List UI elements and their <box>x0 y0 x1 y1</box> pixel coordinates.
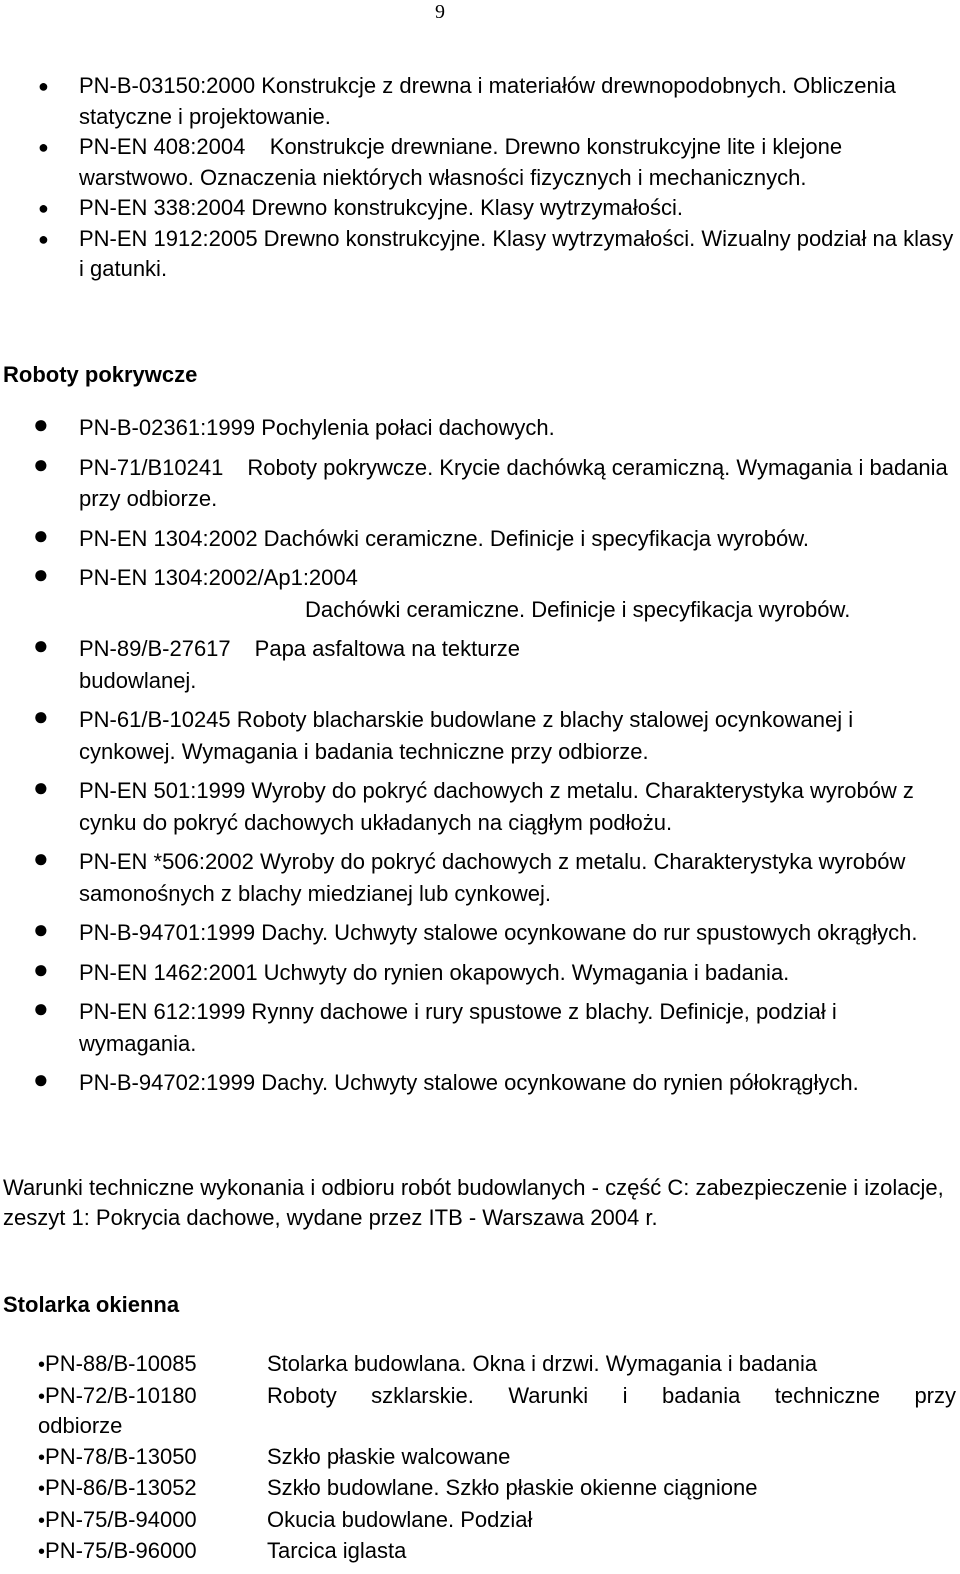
standard-code-cell <box>38 1349 267 1381</box>
bullet-icon: ● <box>33 993 49 1023</box>
list-item <box>0 409 960 444</box>
standard-desc-cell: Stolarka budowlana. Okna i drzwi. Wymagania i badania <box>267 1351 818 1376</box>
roofing-standards-list <box>0 409 960 1099</box>
standard-code: PN-EN 1304:2002/Ap1:2004 <box>79 565 358 590</box>
technical-conditions-paragraph: Warunki techniczne wykonania i odbioru robót budowlanych - część C: zabezpieczenie i izolacje, zeszyt 1: Pokrycia dachowe, wydane przez ITB - Warszawa 2004 r. <box>3 1175 944 1230</box>
list-item-text: PN-EN 1462:2001 Uchwyty do rynien okapowych. Wymagania i badania. <box>79 959 790 985</box>
standard-code-cell <box>38 1442 267 1474</box>
list-item <box>0 519 960 555</box>
bullet-icon: ● <box>33 519 49 550</box>
standard-code-cell <box>38 1536 267 1568</box>
standard-code-cell <box>38 1473 267 1505</box>
table-row <box>38 1505 956 1537</box>
bullet-icon: ● <box>38 137 49 157</box>
section-heading-roofing: Roboty pokrywcze <box>3 362 198 387</box>
standard-desc-cell: Tarcica iglasta <box>267 1538 407 1563</box>
bullet-icon: • <box>38 1541 46 1563</box>
list-item <box>0 953 960 989</box>
bullet-icon: • <box>38 1478 46 1500</box>
standard-code: PN-75/B-94000 <box>45 1506 197 1532</box>
standard-code: PN-75/B-96000 <box>45 1538 197 1563</box>
list-item-text: PN-EN 612:1999 Rynny dachowe i rury spustowe z blachy. Definicje, podział i wymagania. <box>79 999 837 1056</box>
list-item-text: PN-EN 338:2004 Drewno konstrukcyjne. Klasy wytrzymałości. <box>79 195 684 220</box>
list-item <box>0 71 960 132</box>
bullet-icon: ● <box>33 630 49 660</box>
list-item <box>0 772 960 838</box>
bullet-icon: ● <box>38 198 49 218</box>
standard-code: PN-78/B-13050 <box>45 1443 197 1469</box>
standard-desc-cell: Szkło budowlane. Szkło płaskie okienne ciągnione <box>267 1475 758 1500</box>
list-item-text: PN-B-94701:1999 Dachy. Uchwyty stalowe ocynkowane do rur spustowych okrągłych. <box>79 920 918 945</box>
bullet-icon: ● <box>33 559 49 589</box>
bullet-icon: ● <box>33 409 49 439</box>
list-item-text: Papa asfaltowa na tekturze <box>254 636 521 661</box>
list-item <box>0 1064 960 1099</box>
standard-desc-cell: Szkło płaskie walcowane <box>267 1443 511 1469</box>
bullet-icon: ● <box>33 1064 49 1094</box>
bullet-icon: ● <box>33 914 49 944</box>
bullet-icon: ● <box>33 772 49 802</box>
section-heading-windows: Stolarka okienna <box>3 1292 180 1317</box>
list-item <box>0 701 960 767</box>
list-item-text: Dachówki ceramiczne. Definicje i specyfikacja wyrobów. <box>305 596 851 622</box>
list-item-text: PN-EN 501:1999 Wyroby do pokryć dachowych z metalu. Charakterystyka wyrobów z cynku do pokryć dachowych układanych na ciągłym podłożu. <box>79 778 914 835</box>
page-number: 9 <box>435 1 445 23</box>
list-item <box>0 630 960 696</box>
list-item-text: PN-EN *506:2002 Wyroby do pokryć dachowych z metalu. Charakterystyka wyrobów samonośnych z blachy miedzianej lub cynkowej. <box>79 849 906 906</box>
list-item <box>0 559 960 625</box>
standard-code: PN-89/B-27617 <box>79 636 231 661</box>
bullet-icon: ● <box>33 701 49 731</box>
standard-code: PN-88/B-10085 <box>45 1351 197 1376</box>
table-row <box>38 1536 956 1568</box>
list-item-text: PN-EN 408:2004 Konstrukcje drewniane. Drewno konstrukcyjne lite i klejone warstwowo. Oznaczenia niektórych własności fizycznych i mechanicznych. <box>79 134 849 190</box>
list-item-text: PN-B-03150:2000 Konstrukcje z drewna i materiałów drewnopodobnych. Obliczenia statyczne i projektowanie. <box>79 73 896 129</box>
standard-code: PN-71/B10241 <box>79 454 224 480</box>
list-item <box>0 132 960 193</box>
standard-code: PN-86/B-13052 <box>45 1475 197 1500</box>
standard-desc-cell: Okucia budowlane. Podział <box>267 1506 533 1532</box>
list-item-text: PN-B-94702:1999 Dachy. Uchwyty stalowe ocynkowane do rynien półokrągłych. <box>79 1070 859 1095</box>
standard-code-cell <box>38 1505 267 1537</box>
list-item <box>0 914 960 949</box>
bullet-icon: ● <box>33 448 49 479</box>
bullet-icon: • <box>38 1354 46 1376</box>
list-item <box>0 193 960 224</box>
bullet-icon: ● <box>38 76 49 96</box>
standard-desc: Roboty szklarskie. Warunki i badania techniczne przy <box>267 1382 956 1408</box>
standard-desc-cont: odbiorze <box>38 1413 123 1438</box>
list-item <box>0 224 960 285</box>
bullet-icon: • <box>38 1446 46 1469</box>
list-item <box>0 993 960 1059</box>
timber-standards-list <box>0 71 960 285</box>
bullet-icon: ● <box>38 228 49 249</box>
list-item-text: Roboty pokrywcze. Krycie dachówką ceramiczną. Wymagania i badania przy odbiorze. <box>79 454 948 511</box>
list-item-text: PN-EN 1912:2005 Drewno konstrukcyjne. Klasy wytrzymałości. Wizualny podział na klasy i gatunki. <box>79 225 954 281</box>
windows-standards-table <box>38 1349 956 1568</box>
list-item-text: PN-61/B-10245 Roboty blacharskie budowlane z blachy stalowej ocynkowanej i cynkowej. Wymagania i badania techniczne przy odbiorze. <box>79 707 854 764</box>
list-item-text: PN-B-02361:1999 Pochylenia połaci dachowych. <box>79 415 555 440</box>
list-item-text-cont: budowlanej. <box>79 667 197 693</box>
bullet-icon: ● <box>33 843 49 873</box>
table-row <box>38 1381 956 1442</box>
bullet-icon: ● <box>33 953 49 984</box>
table-row <box>38 1349 956 1381</box>
standard-code: PN-72/B-10180 <box>45 1382 197 1408</box>
bullet-icon: • <box>38 1385 46 1408</box>
table-row <box>38 1442 956 1474</box>
list-item-text: PN-EN 1304:2002 Dachówki ceramiczne. Definicje i specyfikacja wyrobów. <box>79 525 809 551</box>
list-item <box>0 448 960 515</box>
bullet-icon: • <box>38 1509 46 1532</box>
table-row <box>38 1473 956 1505</box>
list-item <box>0 843 960 909</box>
